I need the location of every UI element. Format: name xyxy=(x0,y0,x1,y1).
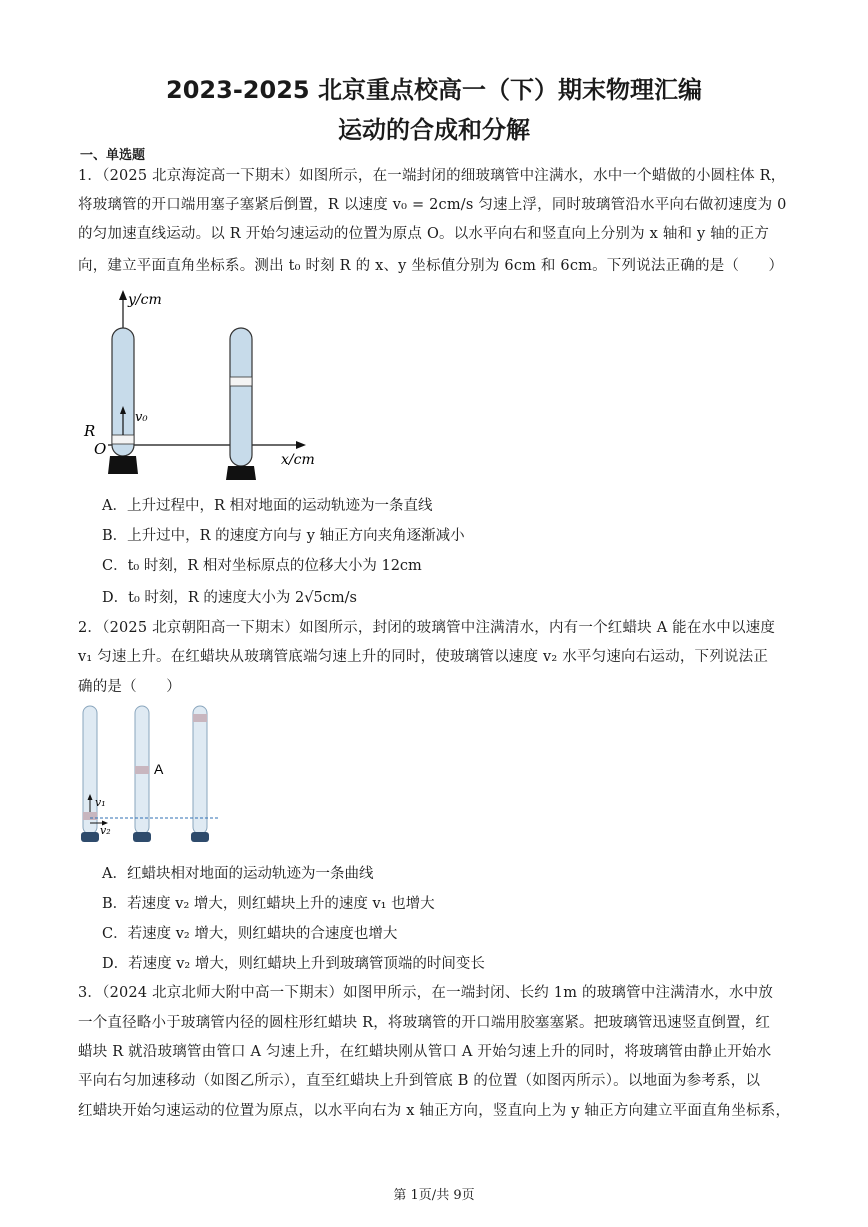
q2-option: C．若速度 v₂ 增大，则红蜡块的合速度也增大 xyxy=(102,926,398,942)
q1-option: A．上升过程中，R 相对地面的运动轨迹为一条直线 xyxy=(102,498,433,514)
q3-line: 平向右匀加速移动（如图乙所示），直至红蜡块上升到管底 B 的位置（如图丙所示）。以地面为参考系，以 xyxy=(78,1073,761,1089)
q2-line: v₁ 匀速上升。在红蜡块从玻璃管底端匀速上升的同时，使玻璃管以速度 v₂ 水平匀速向右运动，下列说法正 xyxy=(78,649,769,665)
q3-line: 红蜡块开始匀速运动的位置为原点，以水平向右为 x 轴正方向，竖直向上为 y 轴正方向建立平面直角坐标系， xyxy=(78,1103,791,1119)
q1-option: C．t₀ 时刻，R 相对坐标原点的位移大小为 12cm xyxy=(102,558,422,574)
origin-label: O xyxy=(94,440,107,458)
q3-line: 一个直径略小于玻璃管内径的圆柱形红蜡块 R，将玻璃管的开口端用胶塞塞紧。把玻璃管迅速竖直倒置，红 xyxy=(78,1015,771,1031)
q2-line: 确的是（ ） xyxy=(78,679,181,695)
q1-option: D．t₀ 时刻，R 的速度大小为 2√5cm/s xyxy=(102,590,357,606)
q3-line: 蜡块 R 就沿玻璃管由管口 A 匀速上升，在红蜡块刚从管口 A 开始匀速上升的同时，将玻璃管由静止开始水 xyxy=(78,1044,772,1060)
q1-line: 将玻璃管的开口端用塞子塞紧后倒置，R 以速度 v₀ = 2cm/s 匀速上浮，同时玻璃管沿水平向右做初速度为 0 xyxy=(78,197,787,213)
q2-option: A．红蜡块相对地面的运动轨迹为一条曲线 xyxy=(102,866,374,882)
x-axis-label: x/cm xyxy=(281,452,315,468)
q1-option: B．上升过中，R 的速度方向与 y 轴正方向夹角逐渐减小 xyxy=(102,528,465,544)
q2-option: D．若速度 v₂ 增大，则红蜡块上升到玻璃管顶端的时间变长 xyxy=(102,956,485,972)
q1-line: 的匀加速直线运动。以 R 开始匀速运动的位置为原点 O。以水平向右和竖直向上分别为 x 轴和 y 轴的正方 xyxy=(78,226,770,242)
q1-line: 向，建立平面直角坐标系。测出 t₀ 时刻 R 的 x、y 坐标值分别为 6cm 和 6cm。下列说法正确的是（ ） xyxy=(78,258,784,274)
section-heading: 一、单选题 xyxy=(80,148,146,163)
r-label: R xyxy=(84,422,96,440)
v0-label: v₀ xyxy=(135,410,148,425)
page-footer: 第 1页/共 9页 xyxy=(393,1188,475,1203)
y-axis-label: y/cm xyxy=(128,292,162,308)
page-title: 2023-2025 北京重点校高一（下）期末物理汇编 xyxy=(166,76,702,104)
a-label: A xyxy=(154,761,164,777)
q3-line: 3．（2024 北京北师大附中高一下期末）如图甲所示，在一端封闭、长约 1m 的玻璃管中注满清水，水中放 xyxy=(78,985,774,1001)
q1-line: 1．（2025 北京海淀高一下期末）如图所示，在一端封闭的细玻璃管中注满水，水中一个蜡做的小圆柱体 R， xyxy=(78,168,786,184)
page-subtitle: 运动的合成和分解 xyxy=(338,116,530,144)
q2-figure xyxy=(78,702,228,852)
q1-figure xyxy=(78,284,338,484)
q2-option: B．若速度 v₂ 增大，则红蜡块上升的速度 v₁ 也增大 xyxy=(102,896,435,912)
v2-label: v₂ xyxy=(100,824,111,837)
q2-line: 2．（2025 北京朝阳高一下期末）如图所示，封闭的玻璃管中注满清水，内有一个红蜡块 A 能在水中以速度 xyxy=(78,620,776,636)
v1-label: v₁ xyxy=(95,796,106,809)
